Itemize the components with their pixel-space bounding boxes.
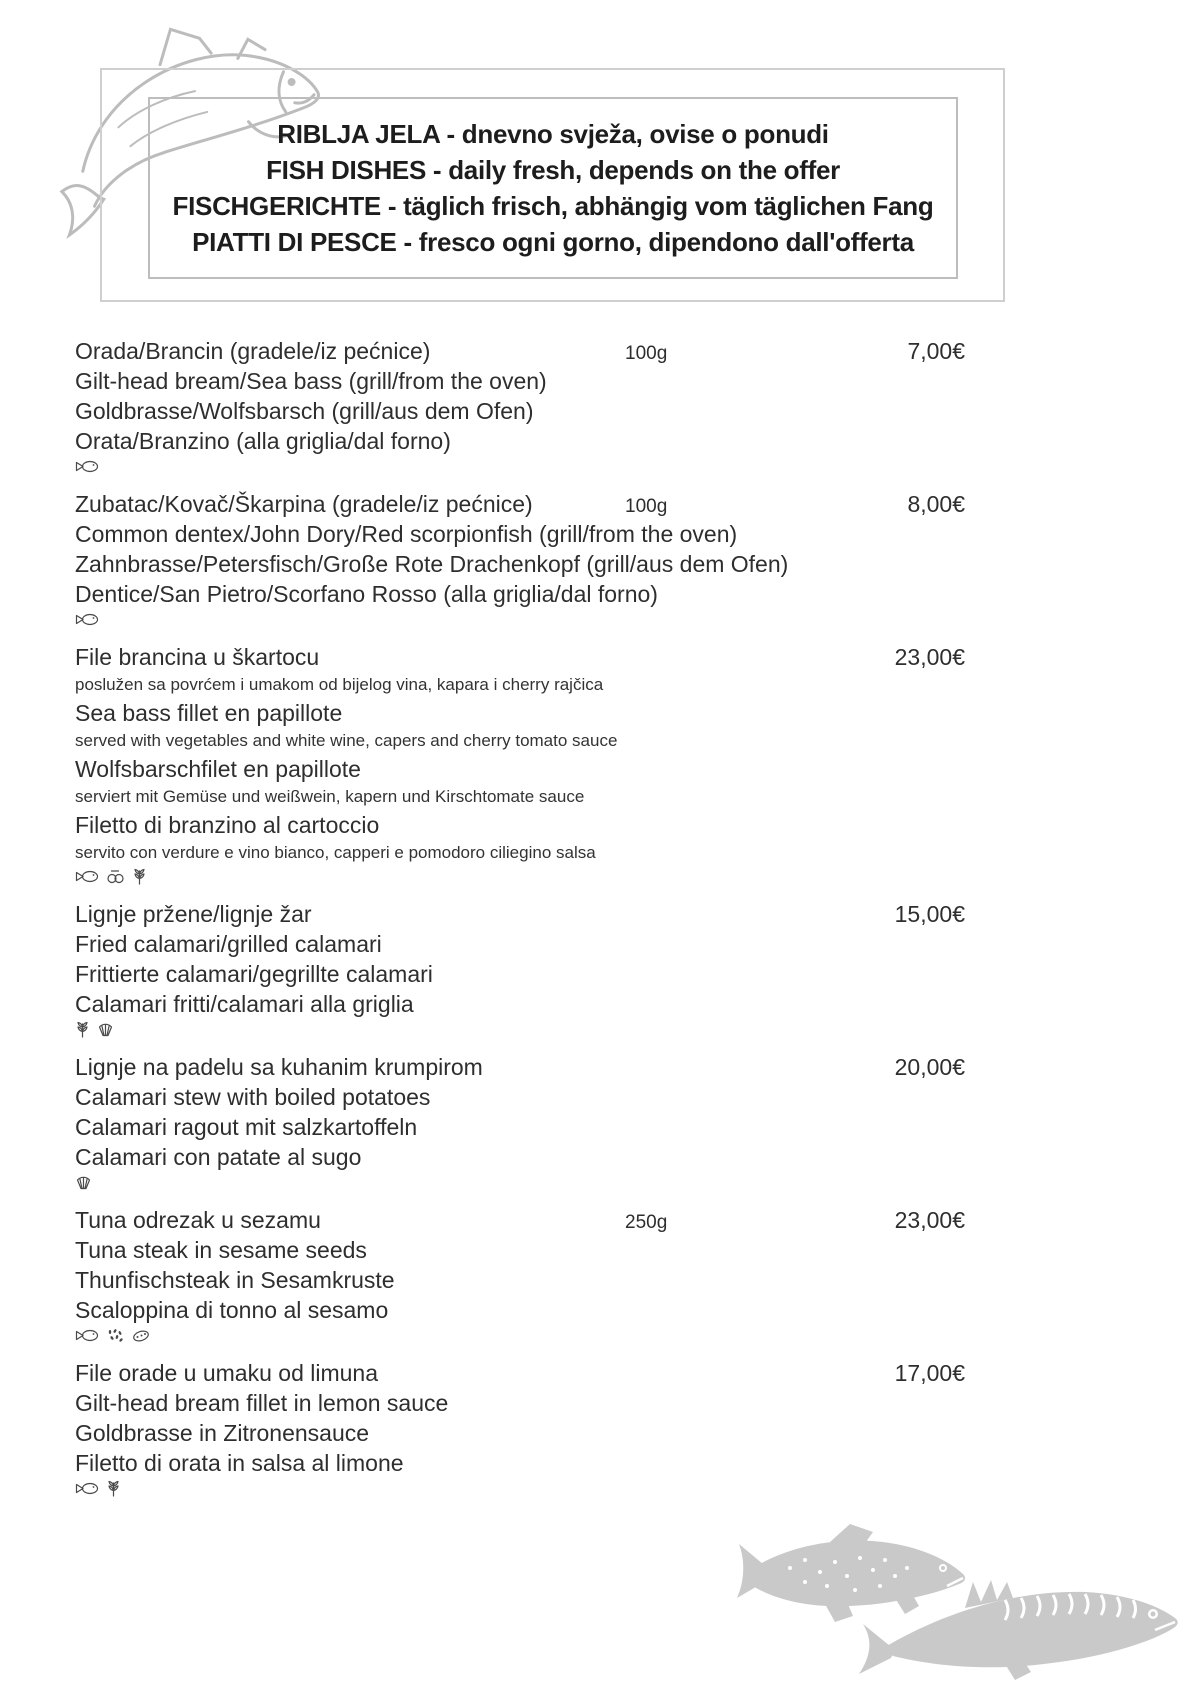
- item-name-en: Calamari stew with boiled potatoes: [75, 1084, 431, 1110]
- allergen-icon-row: [75, 867, 965, 885]
- item-desc-it: servito con verdure e vino bianco, capperi e pomodoro ciliegino salsa: [75, 843, 596, 862]
- molluscs-icon: [97, 1022, 114, 1037]
- item-name-de: Zahnbrasse/Petersfisch/Große Rote Drachenkopf (grill/aus dem Ofen): [75, 551, 789, 577]
- title-english: FISH DISHES - daily fresh, depends on the offer: [266, 155, 840, 185]
- item-name-en: Fried calamari/grilled calamari: [75, 931, 382, 957]
- item-title-row: [75, 1052, 965, 1082]
- item-title-row: [75, 336, 965, 366]
- item-name-it: Dentice/San Pietro/Scorfano Rosso (alla griglia/dal forno): [75, 581, 658, 607]
- allergen-icon-row: [75, 457, 965, 475]
- menu-item-lignje-przene-zar: [75, 899, 965, 1038]
- fish-icon: [75, 1481, 99, 1496]
- item-name-de: Calamari ragout mit salzkartoffeln: [75, 1114, 418, 1140]
- item-name-de: Frittierte calamari/gegrillte calamari: [75, 961, 433, 987]
- item-name-en: Tuna steak in sesame seeds: [75, 1237, 367, 1263]
- item-name-it: Filetto di branzino al cartoccio: [75, 812, 380, 838]
- sesame-icon: [106, 1328, 124, 1343]
- fish-icon: [75, 612, 99, 627]
- item-price: 23,00€: [894, 1207, 965, 1233]
- item-title-row: [75, 642, 965, 672]
- item-name-hr: Orada/Brancin (gradele/iz pećnice): [75, 338, 431, 364]
- item-name-it: Filetto di orata in salsa al limone: [75, 1450, 404, 1476]
- menu-item-lignje-na-padelu: [75, 1052, 965, 1191]
- allergen-icon-row: [75, 1173, 965, 1191]
- item-desc-de: serviert mit Gemüse und weißwein, kapern und Kirschtomate sauce: [75, 787, 585, 806]
- item-desc-hr: poslužen sa povrćem i umakom od bijelog vina, kapara i cherry rajčica: [75, 675, 604, 694]
- allergen-icon-row: [75, 1479, 965, 1497]
- item-title-row: [75, 899, 965, 929]
- item-name-it: Orata/Branzino (alla griglia/dal forno): [75, 428, 451, 454]
- item-weight: 100g: [625, 343, 668, 364]
- title-italian: PIATTI DI PESCE - fresco ogni gorno, dipendono dall'offerta: [192, 227, 914, 257]
- item-price: 23,00€: [894, 644, 965, 670]
- menu-item-tuna-odrezak: [75, 1205, 965, 1344]
- item-name-en: Common dentex/John Dory/Red scorpionfish (grill/from the oven): [75, 521, 738, 547]
- molluscs-icon: [75, 1175, 92, 1190]
- item-name-it: Calamari con patate al sugo: [75, 1144, 362, 1170]
- fish-icon: [75, 459, 99, 474]
- item-name-hr: Lignje na padelu sa kuhanim krumpirom: [75, 1054, 483, 1080]
- item-desc-en: served with vegetables and white wine, capers and cherry tomato sauce: [75, 731, 618, 750]
- gluten-icon: [75, 1021, 90, 1038]
- item-title-row: [75, 489, 965, 519]
- item-price: 7,00€: [907, 338, 965, 364]
- title-croatian: RIBLJA JELA - dnevno svježa, ovise o ponudi: [277, 119, 829, 149]
- item-name-it: Scaloppina di tonno al sesamo: [75, 1297, 389, 1323]
- title-german: FISCHGERICHTE - täglich frisch, abhängig vom täglichen Fang: [172, 191, 934, 221]
- item-name-en: Gilt-head bream fillet in lemon sauce: [75, 1390, 449, 1416]
- allergen-icon-row: [75, 610, 965, 628]
- menu-item-file-orade-limun: [75, 1358, 965, 1497]
- item-name-hr: File orade u umaku od limuna: [75, 1360, 378, 1386]
- trout-sketch-bottom-icon: [735, 1520, 980, 1635]
- menu-item-orada-brancin: [75, 336, 965, 475]
- item-price: 8,00€: [907, 491, 965, 517]
- allergen-icon-row: [75, 1326, 965, 1344]
- allergen-icon-row: [75, 1020, 965, 1038]
- nuts-icon: [131, 1328, 151, 1343]
- item-name-it: Calamari fritti/calamari alla griglia: [75, 991, 414, 1017]
- item-name-hr: File brancina u škartocu: [75, 644, 320, 670]
- item-name-de: Goldbrasse in Zitronensauce: [75, 1420, 370, 1446]
- gluten-icon: [132, 868, 147, 885]
- item-name-en: Gilt-head bream/Sea bass (grill/from the oven): [75, 368, 547, 394]
- item-name-de: Goldbrasse/Wolfsbarsch (grill/aus dem Ofen): [75, 398, 534, 424]
- item-price: 17,00€: [894, 1360, 965, 1386]
- menu-item-file-brancina-u-skartocu: [75, 642, 965, 885]
- fish-icon: [75, 869, 99, 884]
- item-name-de: Thunfischsteak in Sesamkruste: [75, 1267, 395, 1293]
- item-name-de: Wolfsbarschfilet en papillote: [75, 756, 361, 782]
- item-name-hr: Tuna odrezak u sezamu: [75, 1207, 321, 1233]
- item-name-hr: Lignje pržene/lignje žar: [75, 901, 312, 927]
- menu-item-zubatac-kovac-skarpina: [75, 489, 965, 628]
- gluten-icon: [106, 1480, 121, 1497]
- item-weight: 250g: [625, 1212, 668, 1233]
- title-box: [100, 68, 1005, 302]
- item-name-hr: Zubatac/Kovač/Škarpina (gradele/iz pećnice): [75, 491, 533, 517]
- item-title-row: [75, 1205, 965, 1235]
- item-weight: 100g: [625, 496, 668, 517]
- title-box-inner: [148, 97, 958, 279]
- menu-list: [75, 336, 965, 1511]
- sulphites-icon: [106, 869, 125, 884]
- mackerel-sketch-bottom-icon: [855, 1552, 1190, 1692]
- fish-icon: [75, 1328, 99, 1343]
- item-name-en: Sea bass fillet en papillote: [75, 700, 343, 726]
- item-price: 20,00€: [894, 1054, 965, 1080]
- item-title-row: [75, 1358, 965, 1388]
- item-price: 15,00€: [894, 901, 965, 927]
